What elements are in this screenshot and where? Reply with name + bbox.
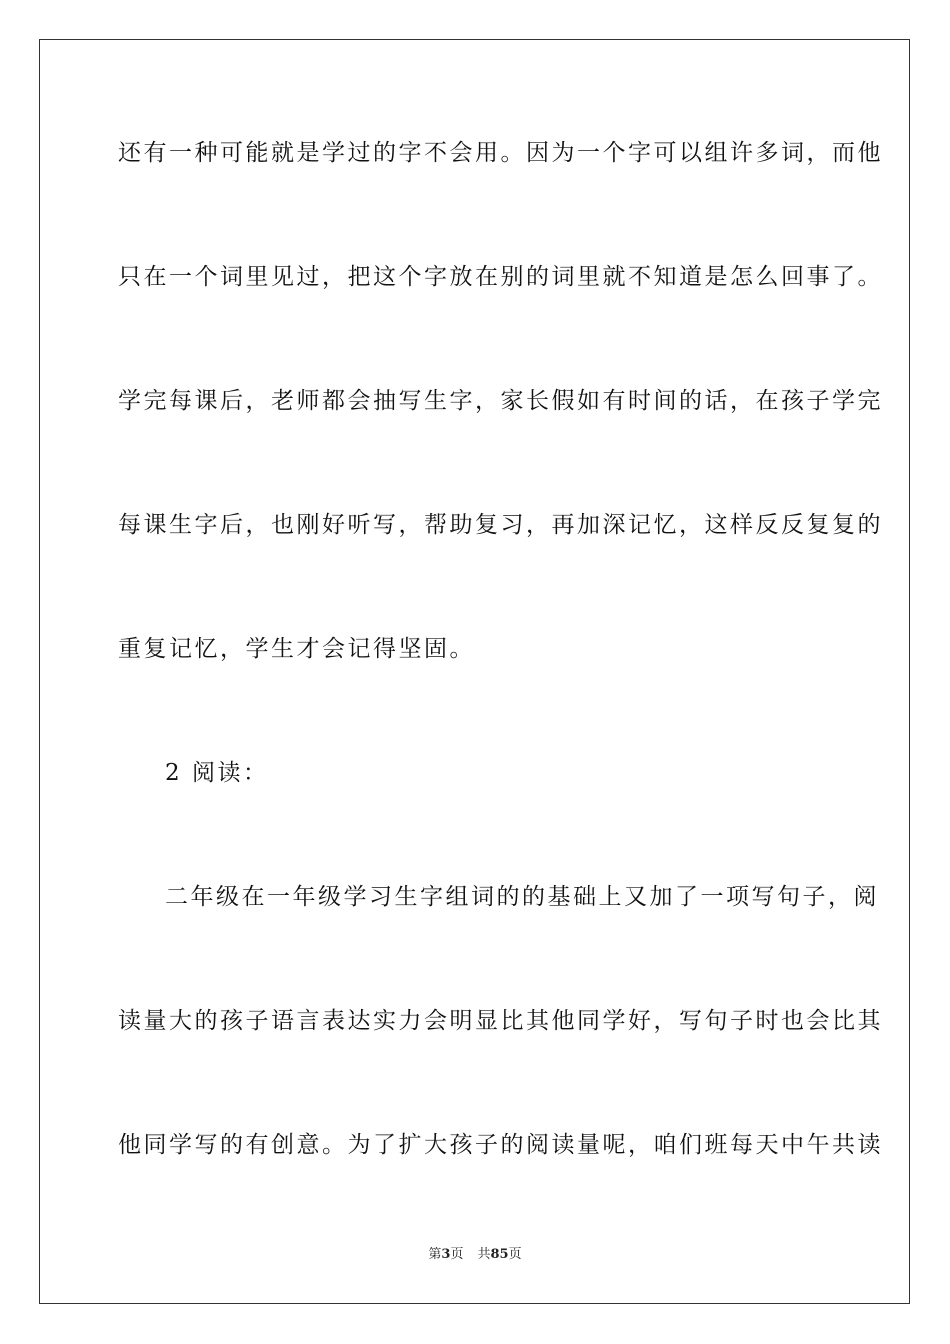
body-text-line: 二年级在一年级学习生字组词的的基础上又加了一项写句子，阅 xyxy=(165,884,879,910)
total-pages: 85 xyxy=(490,1247,509,1262)
page-prefix: 第 xyxy=(428,1247,442,1262)
body-text-line: 读量大的孩子语言表达实力会明显比其他同学好，写句子时也会比其 xyxy=(118,1008,883,1034)
total-prefix: 共 xyxy=(477,1247,491,1262)
body-text-line: 还有一种可能就是学过的字不会用。因为一个字可以组许多词，而他 xyxy=(118,140,883,166)
body-text-line: 每课生字后，也刚好听写，帮助复习，再加深记忆，这样反反复复的 xyxy=(118,512,883,538)
body-text-line: 学完每课后，老师都会抽写生字，家长假如有时间的话，在孩子学完 xyxy=(118,388,883,414)
body-text-line: 重复记忆，学生才会记得坚固。 xyxy=(118,636,475,662)
body-text-line: 只在一个词里见过，把这个字放在别的词里就不知道是怎么回事了。 xyxy=(118,264,883,290)
section-heading: 2 阅读： xyxy=(165,760,269,786)
page-border xyxy=(39,39,910,1304)
page-number: 3 xyxy=(441,1247,451,1262)
body-text-line: 他同学写的有创意。为了扩大孩子的阅读量呢，咱们班每天中午共读 xyxy=(118,1132,883,1158)
total-suffix: 页 xyxy=(508,1247,522,1262)
page-footer xyxy=(0,1247,950,1263)
page-suffix: 页 xyxy=(450,1247,464,1262)
